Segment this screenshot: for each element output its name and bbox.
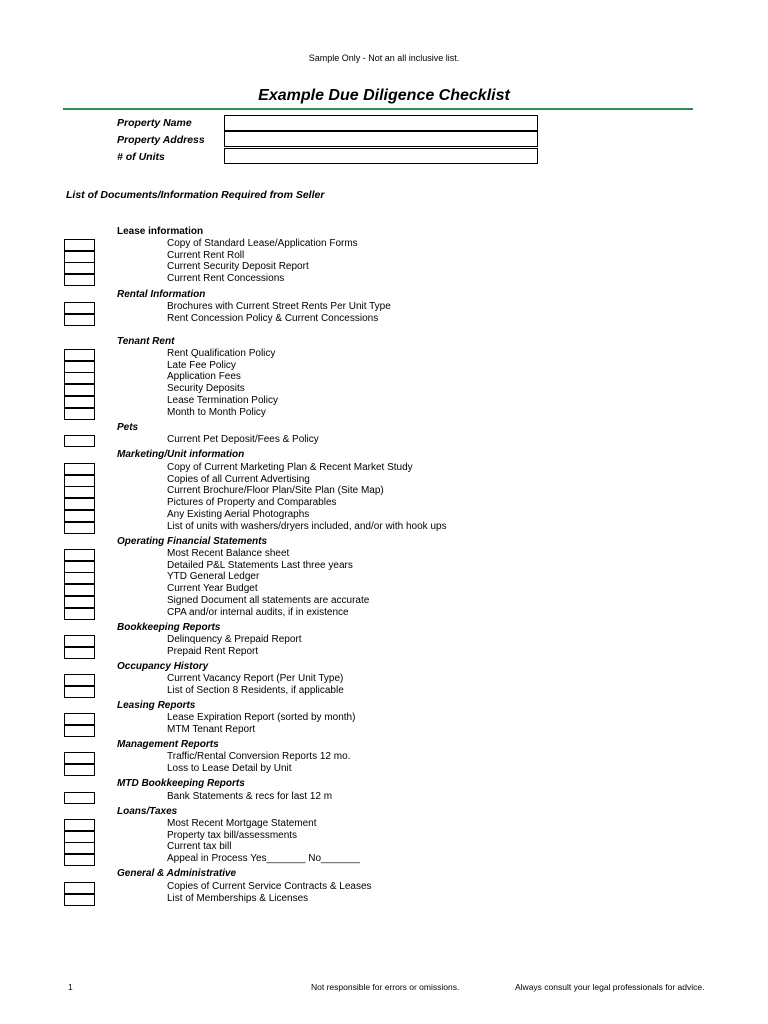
checkbox[interactable]: [64, 522, 95, 534]
checklist-item: YTD General Ledger: [167, 571, 260, 583]
checkbox[interactable]: [64, 596, 95, 608]
checklist-item: Copies of Current Service Contracts & Leases: [167, 881, 372, 892]
checklist-item: Bank Statements & recs for last 12 m: [167, 791, 333, 802]
page-number: 1: [68, 982, 73, 992]
checkbox[interactable]: [64, 725, 95, 737]
section-title: Management Reports: [117, 739, 219, 750]
checklist-item: Current Brochure/Floor Plan/Site Plan (Site Map): [167, 485, 384, 497]
list-heading: List of Documents/Information Required from Seller: [66, 189, 325, 201]
checklist-item: List of units with washers/dryers included, and/or with hook ups: [167, 520, 447, 532]
checklist-item: Loss to Lease Detail by Unit: [167, 762, 292, 774]
checklist-item: Security Deposits: [167, 383, 245, 395]
page-title: Example Due Diligence Checklist: [258, 87, 510, 104]
checkbox[interactable]: [64, 647, 95, 659]
section-title: Leasing Reports: [117, 700, 196, 711]
checkbox[interactable]: [64, 674, 95, 686]
checklist-item: Rent Concession Policy & Current Concessions: [167, 312, 379, 324]
footer-disclaimer: Not responsible for errors or omissions.: [311, 982, 460, 992]
checkbox[interactable]: [64, 882, 95, 894]
checklist-item: Delinquency & Prepaid Report: [167, 634, 302, 645]
checklist-item: Current Year Budget: [167, 583, 258, 595]
checkbox[interactable]: [64, 842, 95, 854]
checklist-item: Month to Month Policy: [167, 406, 266, 418]
section-title: Marketing/Unit information: [117, 449, 245, 460]
checkbox[interactable]: [64, 239, 95, 251]
checklist-item: Most Recent Balance sheet: [167, 548, 290, 559]
checkbox[interactable]: [64, 894, 95, 906]
checklist-item: Rent Qualification Policy: [167, 348, 276, 359]
checkbox[interactable]: [64, 584, 95, 596]
checkbox[interactable]: [64, 302, 95, 314]
checkbox[interactable]: [64, 361, 95, 373]
section-title: Loans/Taxes: [117, 806, 178, 817]
checkbox[interactable]: [64, 831, 95, 843]
checkbox[interactable]: [64, 549, 95, 561]
section-title: Tenant Rent: [117, 336, 175, 347]
checkbox[interactable]: [64, 498, 95, 510]
checkbox[interactable]: [64, 510, 95, 522]
checklist-item: Copy of Current Marketing Plan & Recent Market Study: [167, 462, 413, 473]
checklist-item: Late Fee Policy: [167, 359, 236, 371]
checkbox[interactable]: [64, 349, 95, 361]
checkbox[interactable]: [64, 274, 95, 286]
checklist-item: Current tax bill: [167, 841, 232, 853]
checklist-item: CPA and/or internal audits, if in existence: [167, 606, 349, 618]
property-name-label: Property Name: [117, 117, 192, 129]
checklist-item: Current Security Deposit Report: [167, 261, 309, 273]
section-title: Lease information: [117, 226, 204, 237]
checkbox[interactable]: [64, 635, 95, 647]
checkbox[interactable]: [64, 764, 95, 776]
checklist-item: Application Fees: [167, 371, 241, 383]
checkbox[interactable]: [64, 752, 95, 764]
checklist-item: Copy of Standard Lease/Application Forms: [167, 238, 358, 249]
checklist-item: Brochures with Current Street Rents Per Unit Type: [167, 301, 391, 312]
section-title: General & Administrative: [117, 868, 237, 879]
checkbox[interactable]: [64, 819, 95, 831]
checklist-item: Traffic/Rental Conversion Reports 12 mo.: [167, 751, 351, 762]
checklist-item: Property tax bill/assessments: [167, 829, 298, 841]
section-title: Rental Information: [117, 289, 206, 300]
checkbox[interactable]: [64, 572, 95, 584]
section-title: Bookkeeping Reports: [117, 622, 221, 633]
checklist-item: Current Vacancy Report (Per Unit Type): [167, 673, 344, 684]
checklist-item: Prepaid Rent Report: [167, 645, 259, 657]
property-address-label: Property Address: [117, 134, 205, 146]
checklist-item: Most Recent Mortgage Statement: [167, 818, 317, 829]
title-divider: [63, 108, 693, 110]
checkbox[interactable]: [64, 372, 95, 384]
section-title: MTD Bookkeeping Reports: [117, 778, 245, 789]
section-title: Operating Financial Statements: [117, 536, 268, 547]
checkbox[interactable]: [64, 384, 95, 396]
checklist-item: List of Section 8 Residents, if applicable: [167, 684, 344, 696]
checklist-item: Copies of all Current Advertising: [167, 473, 310, 485]
checkbox[interactable]: [64, 475, 95, 487]
checklist-item: Lease Expiration Report (sorted by month): [167, 712, 356, 723]
checklist-item: Detailed P&L Statements Last three years: [167, 559, 353, 571]
checkbox[interactable]: [64, 314, 95, 326]
units-label: # of Units: [117, 151, 165, 163]
checklist-item: Appeal in Process Yes_______ No_______: [167, 853, 360, 865]
checkbox[interactable]: [64, 854, 95, 866]
section-title: Occupancy History: [117, 661, 209, 672]
checkbox[interactable]: [64, 463, 95, 475]
checkbox[interactable]: [64, 396, 95, 408]
units-field[interactable]: [224, 148, 538, 164]
checkbox[interactable]: [64, 486, 95, 498]
checklist-item: List of Memberships & Licenses: [167, 892, 309, 904]
checkbox[interactable]: [64, 608, 95, 620]
checklist-item: Pictures of Property and Comparables: [167, 497, 337, 509]
checklist-item: Any Existing Aerial Photographs: [167, 508, 310, 520]
checkbox[interactable]: [64, 262, 95, 274]
property-name-field[interactable]: [224, 115, 538, 131]
checkbox[interactable]: [64, 792, 95, 804]
checkbox[interactable]: [64, 561, 95, 573]
checklist-item: Current Pet Deposit/Fees & Policy: [167, 434, 319, 445]
checklist-item: Current Rent Roll: [167, 249, 245, 261]
checkbox[interactable]: [64, 251, 95, 263]
footer-advice: Always consult your legal professionals for advice.: [515, 982, 705, 992]
property-address-field[interactable]: [224, 131, 538, 147]
checklist-item: Lease Termination Policy: [167, 394, 278, 406]
sample-note: Sample Only - Not an all inclusive list.: [308, 53, 460, 63]
checkbox[interactable]: [64, 713, 95, 725]
checkbox[interactable]: [64, 435, 95, 447]
section-title: Pets: [117, 422, 139, 433]
checkbox[interactable]: [64, 408, 95, 420]
checklist-item: Current Rent Concessions: [167, 273, 285, 285]
checklist-item: MTM Tenant Report: [167, 723, 256, 735]
checklist-item: Signed Document all statements are accurate: [167, 594, 370, 606]
checkbox[interactable]: [64, 686, 95, 698]
